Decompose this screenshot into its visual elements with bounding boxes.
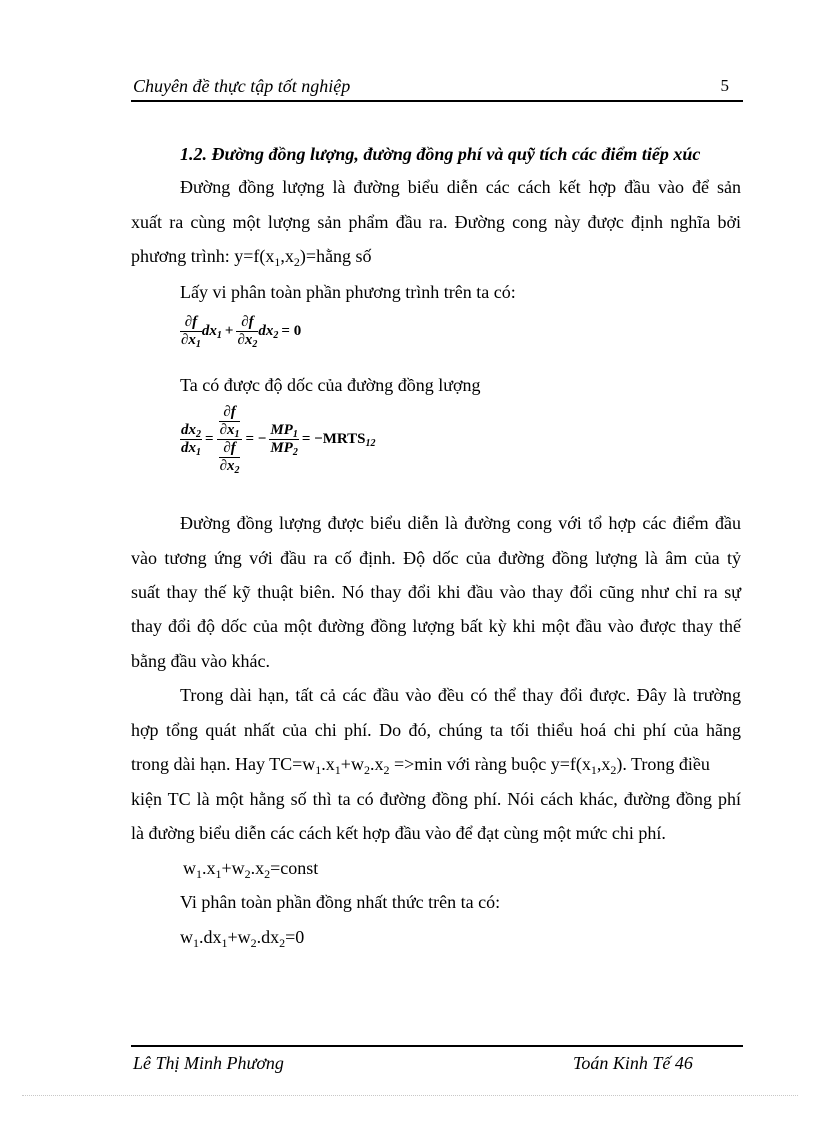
isocost-equation: $w_1.x_1+w_2.x_2=const$	[183, 858, 319, 881]
paragraph-line: là đường biểu diễn các cách kết hợp đầu vào để đạt cùng một mức chi phí.	[131, 823, 666, 843]
paragraph-line: Ta có được độ dốc của đường đồng lượng	[180, 375, 481, 395]
isocost-differential-equation: $w_1.dx_1+w_2.dx_2=0$	[180, 927, 305, 950]
footer-course: Toán Kinh Tế 46	[573, 1053, 693, 1073]
paragraph-line: Trong dài hạn, tất cả các đầu vào đều có thể thay đổi được. Đây là trường	[180, 685, 741, 705]
paragraph-line: Lấy vi phân toàn phần phương trình trên ta có:	[180, 282, 516, 302]
page-footer	[131, 1045, 743, 1077]
equation-total-differential: $\frac{\partial f}{\partial x_1}$ $dx_1$ + $\frac{\partial f}{\partial x_2}$ $dx_2 = 0$	[181, 314, 302, 350]
paragraph-line: bằng đầu vào khác.	[131, 651, 270, 671]
header-title: Chuyên đề thực tập tốt nghiệp	[133, 76, 351, 96]
paragraph-line: xuất ra cùng một lượng sản phẩm đầu ra. Đường cong này được định nghĩa bởi	[131, 212, 741, 232]
paragraph-line: suất thay thế kỹ thuật biên. Nó thay đổi khi đầu vào thay đổi cũng như chỉ ra sự	[131, 582, 741, 602]
paragraph-line: phương trình: $y=f(x_1,x_2)=hằng$ số	[131, 246, 372, 269]
section-heading: 1.2. Đường đồng lượng, đường đồng phí và quỹ tích các điểm tiếp xúc	[180, 144, 701, 164]
page-bottom-divider	[22, 1095, 798, 1096]
page-number: 5	[720, 76, 729, 95]
footer-author: Lê Thị Minh Phương	[133, 1053, 284, 1073]
paragraph-line: Đường đồng lượng được biểu diễn là đường cong với tổ hợp các điểm đầu	[180, 513, 741, 533]
paragraph-line: vào tương ứng với đầu ra cố định. Độ dốc của đường đồng lượng là âm của tỷ	[131, 548, 741, 568]
equation-isoquant-slope: $\frac{dx_2}{dx_1}$ = $\frac{\frac{\partial f}{\partial x_1}}{\frac{\partial f}{\partial x_2}}$ = − $\frac{MP_1}{MP_2}$ = $-MRTS_{12}$	[181, 404, 376, 476]
paragraph-line: hợp tổng quát nhất của chi phí. Do đó, chúng ta tối thiểu hoá chi phí của hãng	[131, 720, 741, 740]
paragraph-line: kiện TC là một hằng số thì ta có đường đồng phí. Nói cách khác, đường đồng phí	[131, 789, 741, 809]
paragraph-line: thay đổi độ dốc của một đường đồng lượng bất kỳ khi một đầu vào được thay thế	[131, 616, 741, 636]
paragraph-line: trong dài hạn. Hay $TC=w_1.x_1+w_2.x_2 =>\min$ với ràng buộc $y=f(x_1,x_2)$. Trong điều	[131, 754, 710, 777]
paragraph-line: Đường đồng lượng là đường biểu diễn các cách kết hợp đầu vào để sản	[180, 177, 741, 197]
paragraph-line: Vi phân toàn phần đồng nhất thức trên ta có:	[180, 892, 501, 912]
page-header	[131, 74, 743, 102]
